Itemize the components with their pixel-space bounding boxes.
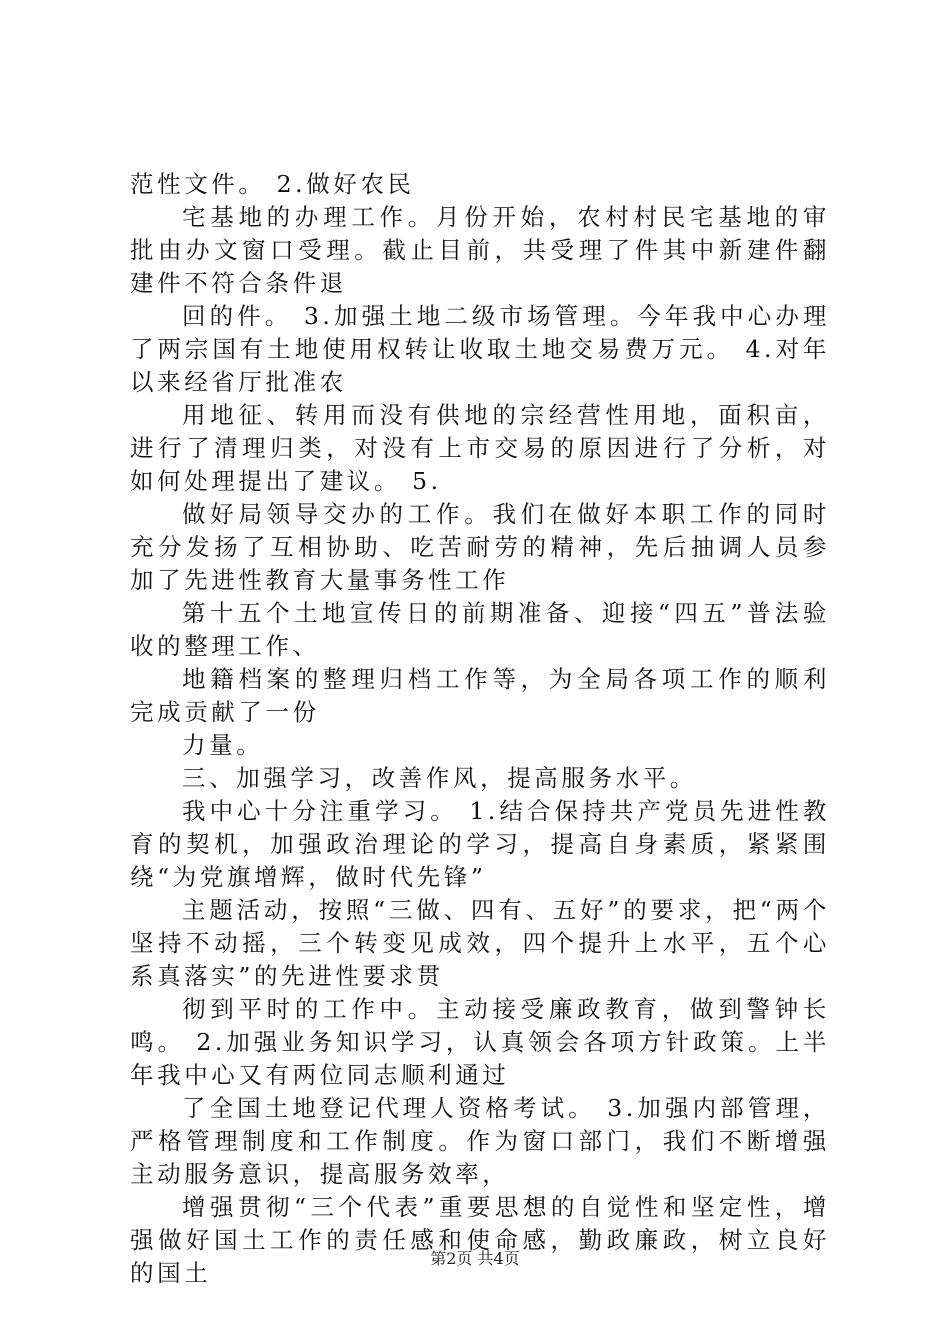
page-footer: 第2页 共4页 — [430, 1249, 520, 1268]
paragraph-10: 我中心十分注重学习。 1.结合保持共产党员先进性教育的契机，加强政治理论的学习，提高自身素质，紧紧围绕“为党旗增辉，做时代先锋” — [130, 797, 830, 891]
paragraph-13: 了全国土地登记代理人资格考试。 3.加强内部管理，严格管理制度和工作制度。作为窗口部门，我们不断增强主动服务意识，提高服务效率， — [130, 1094, 830, 1188]
paragraph-11: 主题活动，按照“三做、四有、五好”的要求，把“两个坚持不动摇，三个转变见成效，四个提升上水平，五个心系真落实”的先进性要求贯 — [130, 896, 830, 990]
paragraph-4: 用地征、转用而没有供地的宗经营性用地，面积亩，进行了清理归类，对没有上市交易的原因进行了分析，对如何处理提出了建议。 5. — [130, 401, 830, 495]
paragraph-1: 范性文件。 2.做好农民 — [130, 170, 415, 198]
paragraph-12: 彻到平时的工作中。主动接受廉政教育，做到警钟长鸣。 2.加强业务知识学习，认真领会各项方针政策。上半年我中心又有两位同志顺利通过 — [130, 995, 830, 1089]
document-body — [130, 168, 830, 1290]
paragraph-7: 地籍档案的整理归档工作等，为全局各项工作的顺利完成贡献了一份 — [130, 665, 830, 726]
paragraph-8: 力量。 — [182, 731, 264, 759]
section-heading: 三、加强学习，改善作风，提高服务水平。 — [182, 764, 697, 792]
paragraph-2: 宅基地的办理工作。月份开始，农村村民宅基地的审批由办文窗口受理。截止目前，共受理了件其中新建件翻建件不符合条件退 — [130, 203, 830, 297]
paragraph-5: 做好局领导交办的工作。我们在做好本职工作的同时充分发扬了互相协助、吃苦耐劳的精神，先后抽调人员参加了先进性教育大量事务性工作 — [130, 500, 830, 594]
paragraph-14: 增强贯彻“三个代表”重要思想的自觉性和坚定性，增强做好国土工作的责任感和使命感，勤政廉政，树立良好的国土 — [130, 1193, 830, 1287]
paragraph-6: 第十五个土地宣传日的前期准备、迎接“四五”普法验收的整理工作、 — [130, 599, 830, 660]
paragraph-3: 回的件。 3.加强土地二级市场管理。今年我中心办理了两宗国有土地使用权转让收取土地交易费万元。 4.对年以来经省厅批准农 — [130, 302, 830, 396]
